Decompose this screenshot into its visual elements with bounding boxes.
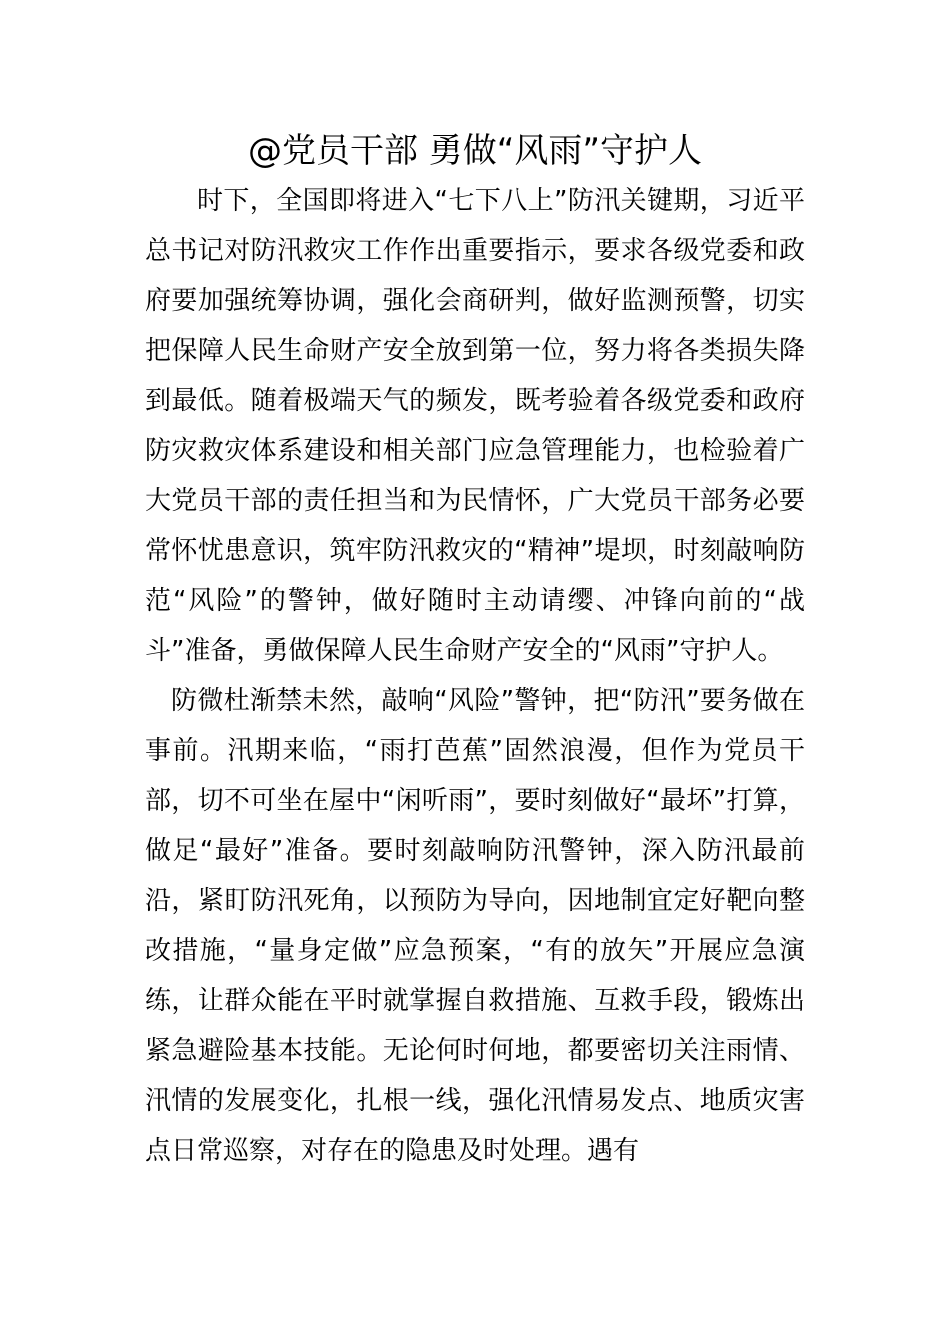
paragraph-1: 时下，全国即将进入“七下八上”防汛关键期，习近平总书记对防汛救灾工作作出重要指示，要求各级党委和政府要加强统筹协调，强化会商研判，做好监测预警，切实把保障人民生命财产安全放到第一位，努力将各类损失降到最低。随着极端天气的频发，既考验着各级党委和政府防灾救灾体系建设和相关部门应急管理能力，也检验着广大党员干部的责任担当和为民情怀，广大党员干部务必要常怀忧患意识，筑牢防汛救灾的“精神”堤坝，时刻敲响防范“风险”的警钟，做好随时主动请缨、冲锋向前的“战斗”准备，勇做保障人民生命财产安全的“风雨”守护人。 — [145, 186, 805, 666]
document-body — [145, 176, 805, 1176]
paragraph-2: 防微杜渐禁未然，敲响“风险”警钟，把“防汛”要务做在事前。汛期来临，“雨打芭蕉”固然浪漫，但作为党员干部，切不可坐在屋中“闲听雨”，要时刻做好“最坏”打算，做足“最好”准备。要时刻敲响防汛警钟，深入防汛最前沿，紧盯防汛死角，以预防为导向，因地制宜定好靶向整改措施，“量身定做”应急预案，“有的放矢”开展应急演练，让群众能在平时就掌握自救措施、互救手段，锻炼出紧急避险基本技能。无论何时何地，都要密切关注雨情、汛情的发展变化，扎根一线，强化汛情易发点、地质灾害点日常巡察，对存在的隐患及时处理。遇有 — [145, 686, 805, 1166]
document-title: @党员干部 勇做“风雨”守护人 — [247, 131, 703, 171]
